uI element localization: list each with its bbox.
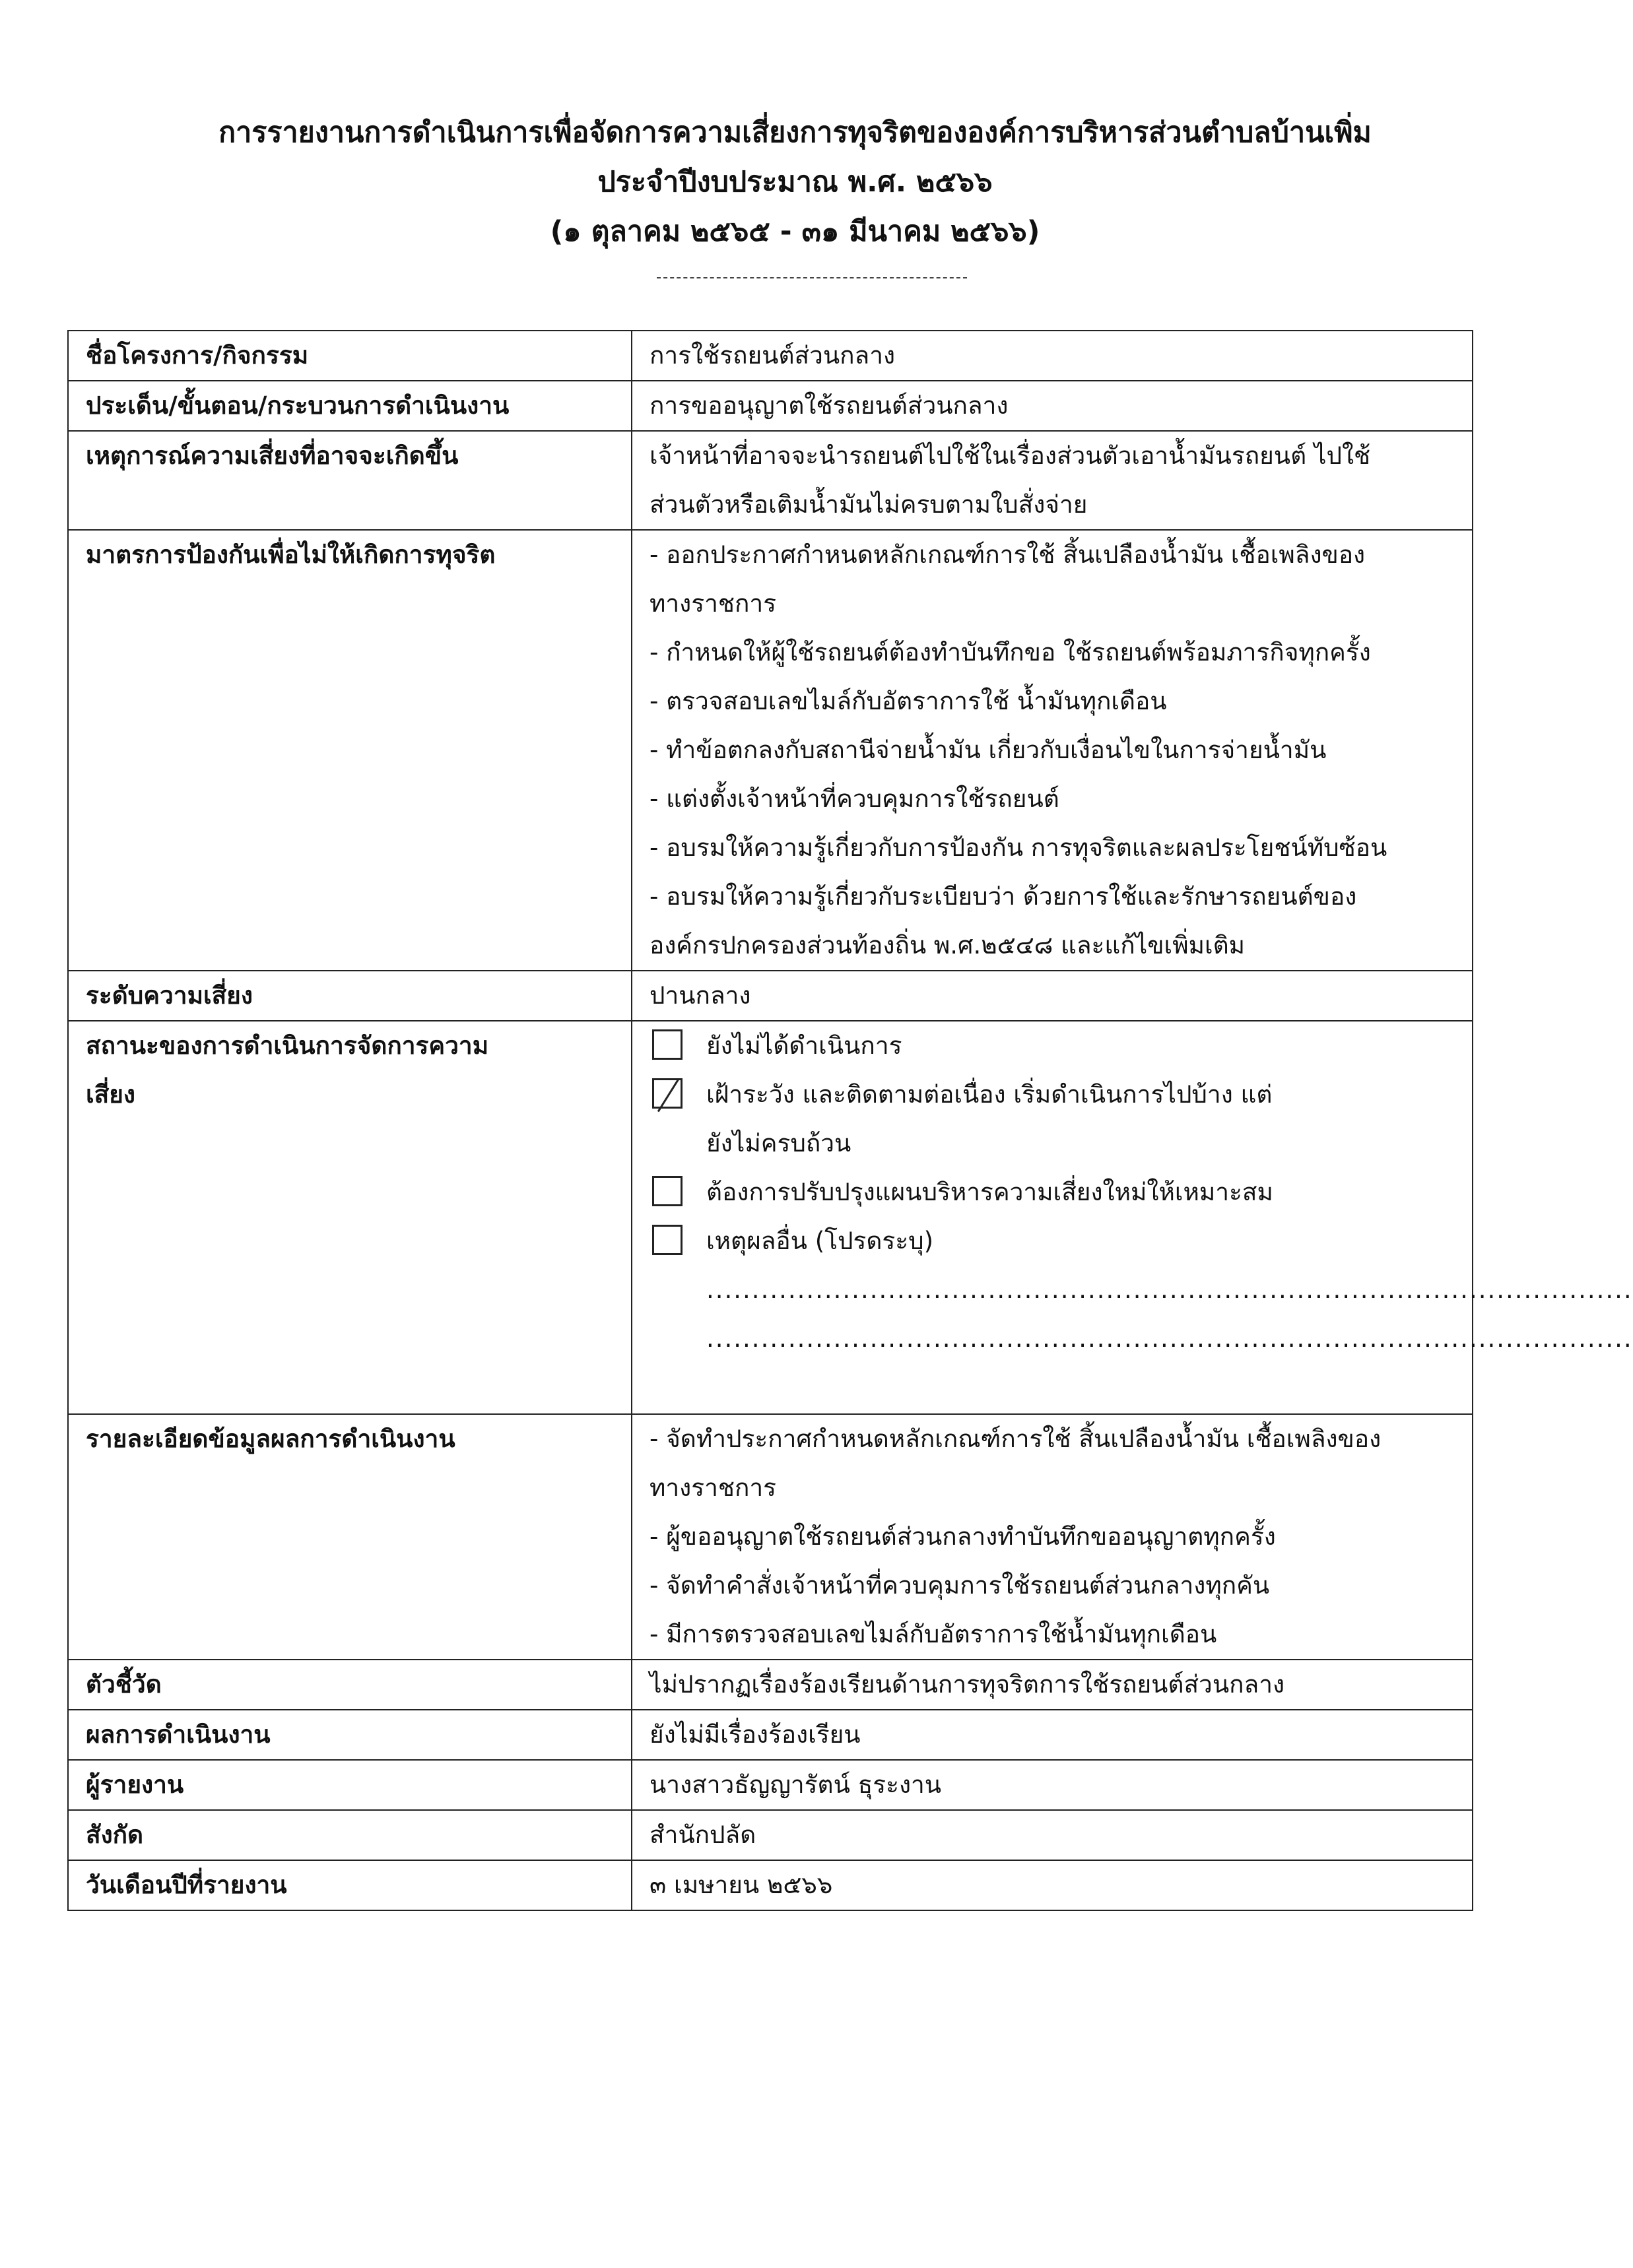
report-title: การรายงานการดำเนินการเพื่อจัดการความเสี่ยงการทุจริตขององค์การบริหารส่วนตำบลบ้านเพิ่ม [218,116,1372,149]
prevention-line: - ออกประกาศกำหนดหลักเกณฑ์การใช้ สิ้นเปลืองน้ำมัน เชื้อเพลิงของ [650,540,1366,569]
value-risk-level: ปานกลาง [632,971,1473,1021]
label-indicator: ตัวชี้วัด [68,1660,632,1710]
other-reason-line[interactable]: ...................................................................................................... [706,1276,1633,1304]
row-prevention [68,530,1473,971]
label-project: ชื่อโครงการ/กิจกรรม [68,331,632,381]
prevention-line: - อบรมให้ความรู้เกี่ยวกับการป้องกัน การทุจริตและผลประโยชน์ทับซ้อน [650,833,1387,862]
row-affiliation [68,1810,1473,1860]
value-status [632,1021,1633,1414]
separator-line [657,277,967,278]
report-form-table [67,330,1633,1911]
prevention-line: - ตรวจสอบเลขไมล์กับอัตราการใช้ น้ำมันทุกเดือน [650,687,1167,715]
risk-event-line: ส่วนตัวหรือเติมน้ำมันไม่ครบตามใบสั่งจ่าย [650,490,1088,519]
row-process [68,381,1473,431]
status-option-label: เฝ้าระวัง และติดตามต่อเนื่อง เริ่มดำเนินการไปบ้าง แต่ [706,1080,1273,1109]
other-reason-line[interactable]: ...................................................................................................... [706,1324,1633,1353]
status-option[interactable] [632,1217,1455,1266]
checkbox[interactable] [652,1029,683,1060]
prevention-line: - แต่งตั้งเจ้าหน้าที่ควบคุมการใช้รถยนต์ [650,785,1059,813]
value-result: ยังไม่มีเรื่องร้องเรียน [632,1710,1473,1760]
checkbox[interactable] [652,1176,683,1206]
value-affiliation: สำนักปลัด [632,1810,1473,1860]
value-risk-event [632,431,1473,530]
label-risk-level: ระดับความเสี่ยง [68,971,632,1021]
status-option-label: ยังไม่ได้ดำเนินการ [706,1031,902,1060]
prevention-line: - อบรมให้ความรู้เกี่ยวกับระเบียบว่า ด้วยการใช้และรักษารถยนต์ของ [650,882,1357,911]
status-option-label: ต้องการปรับปรุงแผนบริหารความเสี่ยงใหม่ให้เหมาะสม [706,1178,1273,1206]
row-risk-level [68,971,1473,1021]
prevention-line: - ทำข้อตกลงกับสถานีจ่ายน้ำมัน เกี่ยวกับเงื่อนไขในการจ่ายน้ำมัน [650,736,1327,764]
label-prevention: มาตรการป้องกันเพื่อไม่ให้เกิดการทุจริต [68,530,632,971]
row-report-date [68,1860,1473,1910]
row-details [68,1414,1473,1660]
status-label-line: เสี่ยง [86,1080,135,1109]
status-option-label: ยังไม่ครบถ้วน [706,1129,851,1157]
status-option-label: เหตุผลอื่น (โปรดระบุ) [706,1227,934,1255]
checkbox-checked[interactable] [652,1078,683,1109]
value-reporter: นางสาวธัญญารัตน์ ธุระงาน [632,1760,1473,1810]
status-option-label-block [706,1070,1272,1168]
details-line: - มีการตรวจสอบเลขไมล์กับอัตราการใช้น้ำมันทุกเดือน [650,1620,1217,1648]
status-option[interactable] [632,1168,1455,1217]
status-option[interactable] [632,1070,1455,1168]
value-report-date: ๓ เมษายน ๒๕๖๖ [632,1860,1473,1910]
value-process: การขออนุญาตใช้รถยนต์ส่วนกลาง [632,381,1473,431]
row-indicator [68,1660,1473,1710]
label-status [68,1021,632,1414]
row-project [68,331,1473,381]
details-line: - ผู้ขออนุญาตใช้รถยนต์ส่วนกลางทำบันทึกขออนุญาตทุกครั้ง [650,1522,1276,1551]
details-line: ทางราชการ [650,1474,777,1502]
row-status [68,1021,1473,1414]
status-label-line: สถานะของการดำเนินการจัดการความ [86,1031,489,1060]
value-prevention [632,530,1473,971]
risk-event-line: เจ้าหน้าที่อาจจะนำรถยนต์ไปใช้ในเรื่องส่วนตัวเอาน้ำมันรถยนต์ ไปใช้ [650,441,1371,470]
details-line: - จัดทำประกาศกำหนดหลักเกณฑ์การใช้ สิ้นเปลืองน้ำมัน เชื้อเพลิงของ [650,1425,1382,1453]
details-line: - จัดทำคำสั่งเจ้าหน้าที่ควบคุมการใช้รถยนต์ส่วนกลางทุกคัน [650,1571,1270,1600]
label-risk-event: เหตุการณ์ความเสี่ยงที่อาจจะเกิดขึ้น [68,431,632,530]
label-details: รายละเอียดข้อมูลผลการดำเนินงาน [68,1414,632,1660]
row-reporter [68,1760,1473,1810]
report-period: (๑ ตุลาคม ๒๕๖๕ - ๓๑ มีนาคม ๒๕๖๖) [550,215,1040,248]
label-affiliation: สังกัด [68,1810,632,1860]
row-risk-event [68,431,1473,530]
label-process: ประเด็น/ขั้นตอน/กระบวนการดำเนินงาน [68,381,632,431]
checkbox[interactable] [652,1225,683,1255]
value-indicator: ไม่ปรากฏเรื่องร้องเรียนด้านการทุจริตการใช้รถยนต์ส่วนกลาง [632,1660,1473,1710]
row-result [68,1710,1473,1760]
label-reporter: ผู้รายงาน [68,1760,632,1810]
prevention-line: ทางราชการ [650,589,777,618]
value-project: การใช้รถยนต์ส่วนกลาง [632,331,1473,381]
label-report-date: วันเดือนปีที่รายงาน [68,1860,632,1910]
label-result: ผลการดำเนินงาน [68,1710,632,1760]
status-option[interactable] [632,1021,1455,1070]
prevention-line: องค์กรปกครองส่วนท้องถิ่น พ.ศ.๒๕๔๘ และแก้ไขเพิ่มเติม [650,931,1246,959]
prevention-line: - กำหนดให้ผู้ใช้รถยนต์ต้องทำบันทึกขอ ใช้รถยนต์พร้อมภารกิจทุกครั้ง [650,638,1371,666]
value-details [632,1414,1473,1660]
fiscal-year: ประจำปีงบประมาณ พ.ศ. ๒๕๖๖ [597,166,993,199]
